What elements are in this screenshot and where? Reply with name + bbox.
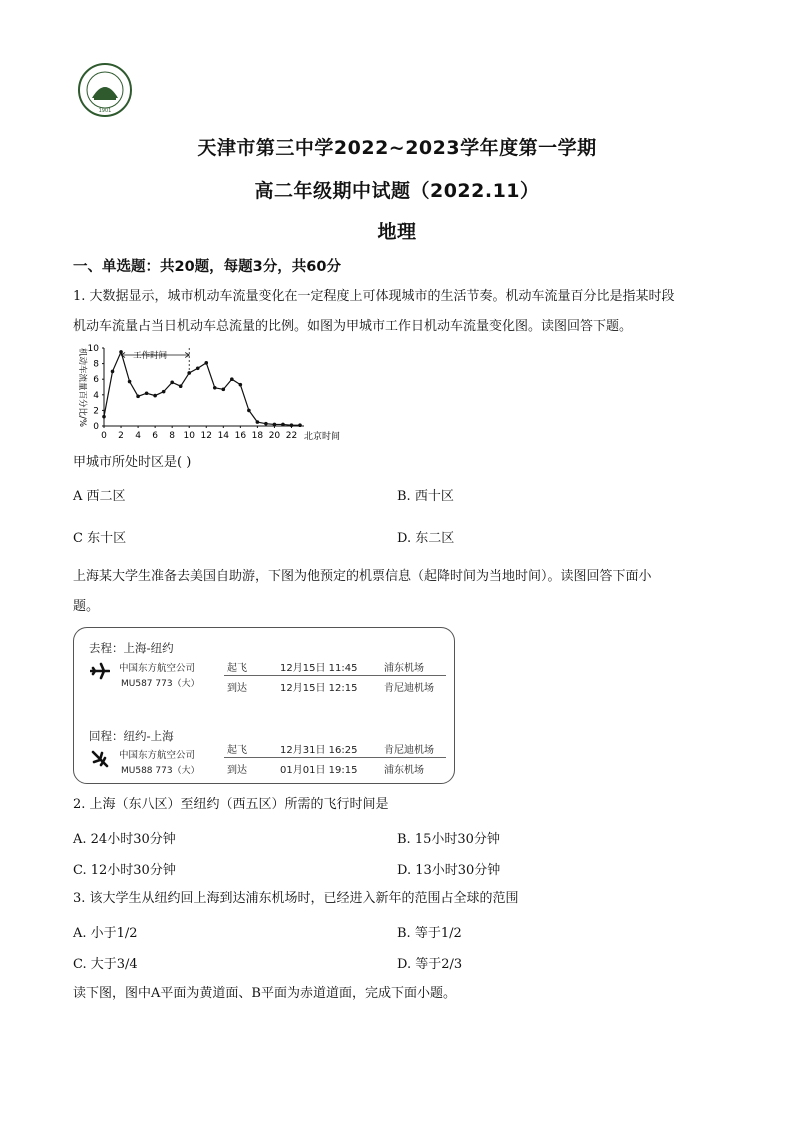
airplane-icon (90, 749, 110, 773)
x-tick-label: 16 (234, 431, 247, 441)
data-point (111, 370, 115, 374)
data-point (290, 423, 294, 427)
return-depart-type: 起飞 (227, 745, 247, 756)
y-tick-label: 2 (93, 406, 99, 417)
q2-option-c[interactable]: C. 12小时30分钟 (73, 863, 176, 878)
data-point (179, 384, 183, 388)
data-point (162, 390, 166, 394)
intro2-line1: 上海某大学生准备去美国自助游，下图为他预定的机票信息（起降时间为当地时间）。读图回答下面小 (73, 569, 652, 584)
traffic-chart (68, 340, 368, 448)
return-depart-time: 12月31日 16:25 (280, 745, 358, 756)
flight-ticket (73, 627, 455, 784)
q3-option-c[interactable]: C. 大于3/4 (73, 957, 138, 972)
x-tick-label: 18 (251, 431, 264, 441)
x-tick-label: 0 (101, 431, 107, 441)
q1-question: 甲城市所处时区是( ) (73, 455, 192, 470)
subject-title: 地理 (377, 221, 417, 243)
outbound-depart-airport: 浦东机场 (384, 663, 424, 674)
return-flight: MU588 773（大） (121, 766, 200, 776)
x-axis-label: 北京时间 (304, 432, 341, 442)
data-point (222, 388, 226, 392)
data-point (136, 395, 140, 399)
x-tick-label: 22 (285, 431, 298, 441)
y-axis-label: 机动车流量百分比/% (77, 348, 87, 427)
y-tick-label: 10 (87, 344, 99, 354)
q3-option-b[interactable]: B. 等于1/2 (397, 926, 462, 941)
data-point (196, 366, 200, 370)
x-tick-label: 8 (169, 431, 176, 441)
q1-stem-line1: 1. 大数据显示，城市机动车流量变化在一定程度上可体现城市的生活节奏。机动车流量百分比是指某时段 (73, 289, 675, 304)
q1-option-a[interactable]: A 西二区 (73, 489, 126, 504)
return-airline: 中国东方航空公司 (119, 750, 196, 761)
data-point (273, 423, 277, 427)
data-point (256, 420, 260, 424)
q3-option-d[interactable]: D. 等于2/3 (397, 957, 463, 972)
school-logo (70, 62, 140, 118)
x-tick-label: 2 (118, 431, 124, 441)
work-time-annotation: 工作时间 (133, 351, 168, 361)
return-arrive-type: 到达 (227, 765, 247, 776)
data-point (128, 380, 132, 384)
svg-text:1901: 1901 (98, 108, 112, 114)
data-point (239, 383, 243, 387)
y-tick-label: 8 (93, 359, 99, 370)
y-tick-label: 6 (93, 375, 99, 386)
x-tick-label: 12 (200, 431, 212, 441)
data-point (213, 386, 217, 390)
outbound-label: 去程：上海-纽约 (89, 641, 174, 655)
airplane-icon (90, 662, 110, 684)
return-depart-airport: 肯尼迪机场 (384, 745, 434, 756)
outbound-arrive-type: 到达 (227, 683, 247, 694)
q2-stem: 2. 上海（东八区）至纽约（西五区）所需的飞行时间是 (73, 797, 389, 812)
outbound-arrive-airport: 肯尼迪机场 (384, 683, 434, 694)
q1-stem-line2: 机动车流量占当日机动车总流量的比例。如图为甲城市工作日机动车流量变化图。读图回答下题。 (73, 319, 633, 334)
q3-stem: 3. 该大学生从纽约回上海到达浦东机场时，已经进入新年的范围占全球的范围 (73, 891, 519, 906)
outbound-divider (224, 675, 446, 676)
data-point (187, 371, 191, 375)
section-heading: 一、单选题：共20题，每题3分，共60分 (73, 259, 341, 275)
outbound-airline: 中国东方航空公司 (119, 663, 196, 674)
traffic-line (104, 352, 300, 425)
x-tick-label: 6 (152, 431, 158, 441)
q1-option-c[interactable]: C 东十区 (73, 531, 127, 546)
q1-option-d[interactable]: D. 东二区 (397, 531, 455, 546)
data-point (281, 423, 285, 427)
intro4-line1: 读下图，图中A平面为黄道面、B平面为赤道道面，完成下面小题。 (73, 986, 456, 1001)
return-arrive-airport: 浦东机场 (384, 765, 424, 776)
y-tick-label: 0 (93, 422, 99, 432)
data-point (119, 350, 123, 354)
data-point (230, 377, 234, 381)
return-divider (224, 757, 446, 758)
x-tick-label: 14 (217, 431, 230, 441)
x-tick-label: 20 (268, 431, 281, 441)
intro2-line2: 题。 (73, 599, 100, 614)
exam-title-line2: 高二年级期中试题（2022.11） (254, 180, 540, 202)
y-tick-label: 4 (93, 390, 99, 401)
x-tick-label: 10 (183, 431, 195, 441)
return-label: 回程：纽约-上海 (89, 729, 174, 743)
data-point (102, 415, 106, 419)
exam-title-line1: 天津市第三中学2022~2023学年度第一学期 (197, 137, 597, 159)
q1-option-b[interactable]: B. 西十区 (397, 489, 454, 504)
q2-option-a[interactable]: A. 24小时30分钟 (73, 832, 176, 847)
data-point (298, 423, 302, 427)
data-point (204, 361, 208, 365)
outbound-depart-type: 起飞 (227, 663, 247, 674)
x-tick-label: 4 (135, 431, 141, 441)
outbound-arrive-time: 12月15日 12:15 (280, 683, 358, 694)
data-point (264, 422, 268, 426)
q2-option-d[interactable]: D. 13小时30分钟 (397, 863, 501, 878)
q2-option-b[interactable]: B. 15小时30分钟 (397, 832, 500, 847)
return-arrive-time: 01月01日 19:15 (280, 765, 358, 776)
data-point (170, 381, 174, 385)
outbound-depart-time: 12月15日 11:45 (280, 663, 358, 674)
data-point (247, 409, 251, 413)
q3-option-a[interactable]: A. 小于1/2 (73, 926, 138, 941)
outbound-flight: MU587 773（大） (121, 679, 200, 689)
data-point (153, 394, 157, 398)
data-point (145, 391, 149, 395)
